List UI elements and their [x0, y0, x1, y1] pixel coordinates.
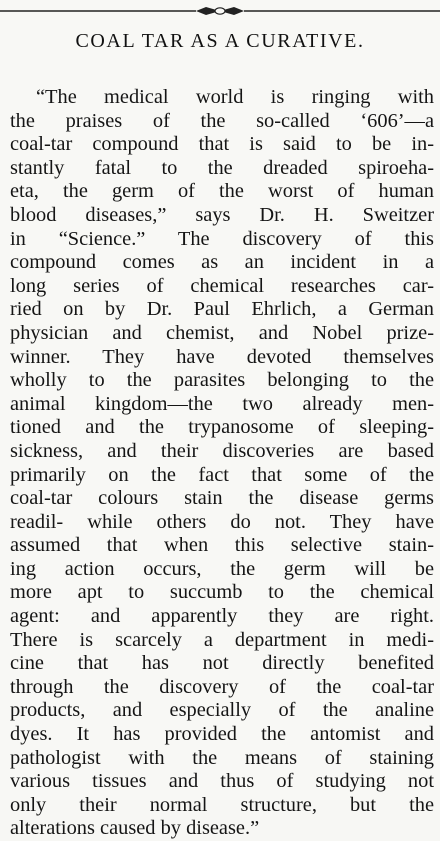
- article-line: pathologist with the means of staining: [10, 746, 434, 769]
- article-line: tioned and the trypanosome of sleeping-: [10, 416, 434, 439]
- article-line: primarily on the fact that some of the: [10, 463, 434, 486]
- article-line: wholly to the parasites belonging to the: [10, 369, 434, 392]
- article-line: coal-tar colours stain the disease germs: [10, 487, 434, 510]
- article-line: compound comes as an incident in a: [10, 251, 434, 274]
- article-line: through the discovery of the coal-tar: [10, 675, 434, 698]
- article-line: animal kingdom—the two already men-: [10, 392, 434, 415]
- article-line: coal-tar compound that is said to be in-: [10, 133, 434, 156]
- article-line: assumed that when this selective stain-: [10, 534, 434, 557]
- article-line: stantly fatal to the dreaded spiroeha-: [10, 156, 434, 179]
- article-line: various tissues and thus of studying not: [10, 770, 434, 793]
- article-line: There is scarcely a department in medi-: [10, 628, 434, 651]
- article-line: products, and especially of the analine: [10, 699, 434, 722]
- article-line: physician and chemist, and Nobel prize-: [10, 321, 434, 344]
- article-line: alterations caused by disease.”: [10, 817, 260, 840]
- article-line: winner. They have devoted themselves: [10, 345, 434, 368]
- article-headline: COAL TAR AS A CURATIVE.: [75, 30, 365, 52]
- column-rule-ornament: [0, 4, 440, 18]
- article-line: readil- while others do not. They have: [10, 510, 434, 533]
- article-line: ing action occurs, the germ will be: [10, 557, 434, 580]
- article-line: blood diseases,” says Dr. H. Sweitzer: [10, 203, 434, 226]
- article-line: only their normal structure, but the: [10, 793, 434, 816]
- article-line: agent: and apparently they are right.: [10, 605, 434, 628]
- article-body: [10, 86, 434, 841]
- article-line: cine that has not directly benefited: [10, 652, 434, 675]
- article-line: in “Science.” The discovery of this: [10, 227, 434, 250]
- article-line: more apt to succumb to the chemical: [10, 581, 434, 604]
- article-line: the praises of the so-called ‘606’—a: [10, 109, 434, 132]
- article-line: eta, the germ of the worst of human: [10, 180, 434, 203]
- article-line: long series of chemical researches car-: [10, 274, 434, 297]
- article-line: dyes. It has provided the antomist and: [10, 723, 434, 746]
- article-line: “The medical world is ringing with: [36, 86, 434, 108]
- article-line: sickness, and their discoveries are based: [10, 439, 434, 462]
- article-line: ried on by Dr. Paul Ehrlich, a German: [10, 298, 434, 321]
